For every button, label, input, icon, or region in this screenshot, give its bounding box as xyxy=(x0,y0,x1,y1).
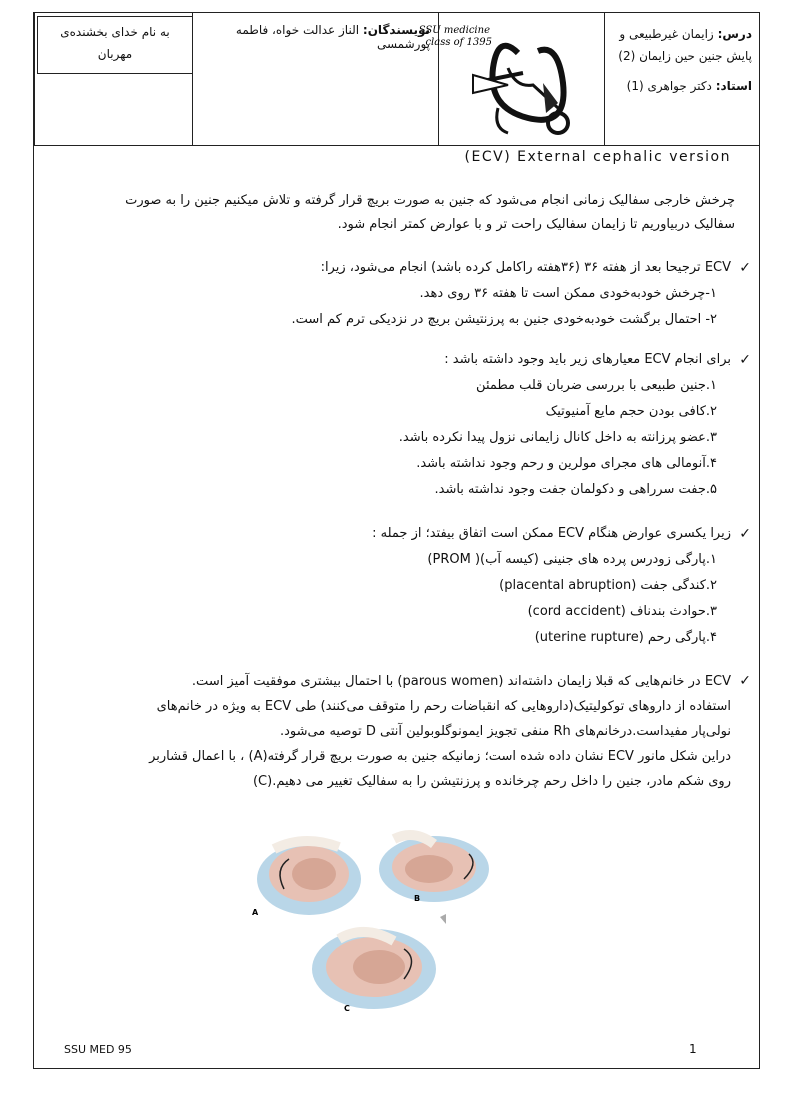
checkmark-icon: ✓ xyxy=(739,260,751,276)
list-item: ۵.جفت سرراهی و دکولمان جفت وجود نداشته باشد. xyxy=(434,482,717,497)
svg-text:C: C xyxy=(344,1004,350,1013)
list-item: ۱.پارگی زودرس پرده های جنینی (کیسه آب)( PROM) xyxy=(427,552,717,567)
list-item: ۳.عضو پرزانته به داخل کانال زایمانی نزول پیدا نکرده باشد. xyxy=(398,430,717,445)
bullet-criteria xyxy=(64,347,751,503)
bullet-complications xyxy=(64,521,751,651)
bullet-criteria-main: برای انجام ECV معیارهای زیر باید وجود داشته باشد : xyxy=(444,352,731,367)
svg-text:class of 1395: class of 1395 xyxy=(425,37,492,48)
figure-panel-b xyxy=(379,835,489,903)
logo-cell xyxy=(418,13,604,145)
course-label: درس: xyxy=(717,27,752,41)
teacher-value: دکتر جواهری (1) xyxy=(626,79,712,93)
svg-text:A: A xyxy=(252,908,259,917)
bullet-timing xyxy=(64,255,751,333)
speaker-icon xyxy=(440,914,446,924)
bismillah-line1: به نام خدای بخشنده‌ی xyxy=(60,25,170,39)
authors-cell xyxy=(192,13,438,145)
intro-line2: سفالیک دربیاوریم تا زایمان سفالیک راحت تر و با عوارض کمتر انجام شود. xyxy=(337,217,735,232)
list-item: ۳.حوادث بندناف (cord accident) xyxy=(527,604,717,619)
notes-line4: دراین شکل مانور ECV نشان داده شده است؛ زمانیکه جنین به صورت بریچ قرار گرفته(A) ، با اعمال قشاربر xyxy=(149,749,731,764)
list-item: ۴.آنومالی های مجرای مولرین و رحم وجود نداشته باشد. xyxy=(416,456,717,471)
course-cell xyxy=(604,13,760,145)
notes-line2: استفاده از داروهای توکولیتیک(داروهایی که انقباضات رحم را متوقف می‌کنند) طی ECV به ویژه در خانم‌های xyxy=(156,699,731,714)
intro-paragraph xyxy=(64,189,735,237)
checkmark-icon: ✓ xyxy=(739,673,751,689)
notes-line3: نولی‌پار مفیداست.درخانم‌های Rh منفی تجویز ایمونوگلوبولین آنتی D توصیه می‌شود. xyxy=(279,724,731,739)
bismillah-cell xyxy=(34,13,192,145)
checkmark-icon: ✓ xyxy=(739,526,751,542)
ecv-maneuver-figure xyxy=(244,829,494,1039)
figure-panel-a xyxy=(252,841,361,917)
section-title: (ECV) External cephalic version xyxy=(464,149,731,165)
course-line1: زایمان غیرطبیعی و xyxy=(619,27,714,41)
notes-line5: روی شکم مادر، جنین را داخل رحم چرخانده و پرزنتیشن را به سفالیک تغییر می دهیم.(C) xyxy=(252,774,731,789)
page-frame xyxy=(33,12,760,1069)
page-number: 1 xyxy=(689,1042,697,1056)
bullet-notes xyxy=(64,669,751,794)
authors-label: نویسندگان: xyxy=(362,23,430,37)
svg-text:B: B xyxy=(414,894,421,903)
footer-label: SSU MED 95 xyxy=(64,1043,132,1056)
header-table xyxy=(34,13,759,146)
list-item: ۲- احتمال برگشت خودبه‌خودی جنین به پرزنتیشن بریچ در نزدیکی ترم کم است. xyxy=(291,312,717,327)
notes-line1: ECV در خانم‌هایی که قبلا زایمان داشته‌اند (parous women) با احتمال بیشتری موفقیت آمیز است. xyxy=(191,674,731,689)
bullet-timing-main: ECV ترجیحا بعد از هفته ۳۶ (۳۶هفته راکامل کرده باشد) انجام می‌شود، زیرا: xyxy=(320,260,731,275)
authors-value: الناز عدالت خواه، فاطمه پورشمسی xyxy=(235,23,430,51)
bullet-complications-main: زیرا یکسری عوارض هنگام ECV ممکن است اتفاق بیفتد؛ از جمله : xyxy=(372,526,731,541)
list-item: ۲.کافی بودن حجم مایع آمنیوتیک xyxy=(545,404,717,419)
checkmark-icon: ✓ xyxy=(739,352,751,368)
list-item: ۴.پارگی رحم (uterine rupture) xyxy=(534,630,717,645)
bismillah-box xyxy=(37,16,193,74)
list-item: ۱-چرخش خودبه‌خودی ممکن است تا هفته ۳۶ روی دهد. xyxy=(419,286,717,301)
list-item: ۱.جنین طبیعی با بررسی ضربان قلب مطمئن xyxy=(476,378,717,393)
stethoscope-logo-icon xyxy=(418,13,604,145)
course-line2: پایش جنین حین زایمان (2) xyxy=(618,49,752,63)
svg-text:SSU medicine: SSU medicine xyxy=(418,25,490,36)
list-item: ۲.کندگی جفت (placental abruption) xyxy=(499,578,717,593)
figure-panel-c xyxy=(312,929,436,1013)
teacher-label: استاد: xyxy=(715,79,752,93)
intro-line1: چرخش خارجی سفالیک زمانی انجام می‌شود که جنین به صورت بریچ قرار گرفته و تلاش میکنیم جنین را به صورت xyxy=(125,193,735,208)
bismillah-line2: مهربان xyxy=(97,47,133,61)
